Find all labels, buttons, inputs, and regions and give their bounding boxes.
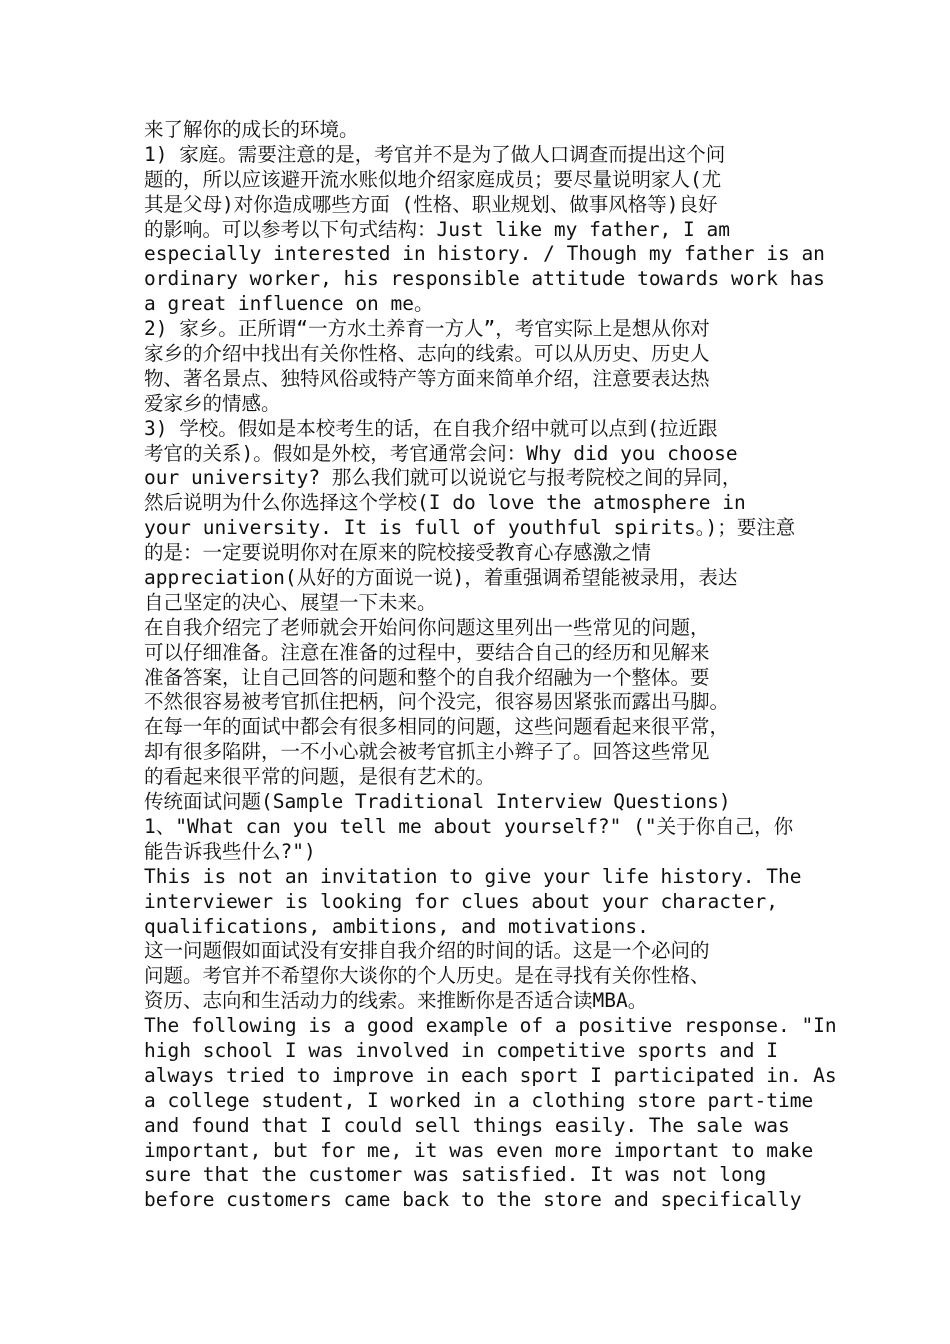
text-line: ordinary worker, his responsible attitude towards work has [144, 267, 825, 291]
text-line: 题的，所以应该避开流水账似地介绍家庭成员；要尽量说明家人(尤 [144, 167, 722, 191]
text-line: 可以仔细准备。注意在准备的过程中，要结合自己的经历和见解来 [144, 640, 710, 664]
text-line: qualifications, ambitions, and motivations. [144, 914, 649, 938]
text-line: your university. It is full of youthful spirits。)；要注意 [144, 516, 796, 540]
text-line: 1) 家庭。需要注意的是，考官并不是为了做人口调查而提出这个问 [144, 142, 726, 166]
text-line: 能告诉我些什么?") [144, 839, 316, 863]
text-line: 这一问题假如面试没有安排自我介绍的时间的话。这是一个必问的 [144, 939, 710, 963]
text-line: 来了解你的成长的环境。 [144, 118, 359, 141]
text-line: 问题。考官并不希望你大谈你的个人历史。是在寻找有关你性格、 [144, 964, 710, 988]
text-line: 物、著名景点、独特风俗或特产等方面来简单介绍，注意要表达热 [144, 366, 710, 390]
text-line: always tried to improve in each sport I participated in. As [144, 1063, 837, 1087]
text-line: a great influence on me。 [144, 292, 434, 316]
text-line: 2) 家乡。正所谓“一方水土养育一方人”，考官实际上是想从你对 [144, 317, 710, 341]
text-line: 的影响。可以参考以下句式结构：Just like my father, I am [144, 217, 730, 241]
text-line: 然后说明为什么你选择这个学校(I do love the atmosphere in [144, 491, 746, 515]
text-line: 在每一年的面试中都会有很多相同的问题，这些问题看起来很平常， [144, 715, 730, 739]
text-line: 家乡的介绍中找出有关你性格、志向的线索。可以从历史、历史人 [144, 342, 710, 366]
text-line: 传统面试问题(Sample Traditional Interview Questions) [144, 790, 731, 814]
text-line: sure that the customer was satisfied. It was not long [144, 1163, 767, 1187]
text-line: 在自我介绍完了老师就会开始问你问题这里列出一些常见的问题， [144, 615, 710, 639]
text-line: before customers came back to the store and specifically [144, 1188, 802, 1212]
text-line: and found that I could sell things easily. The sale was [144, 1113, 790, 1137]
text-line: 资历、志向和生活动力的线索。来推断你是否适合读MBA。 [144, 989, 648, 1013]
text-line: our university? 那么我们就可以说说它与报考院校之间的异同， [144, 466, 742, 490]
text-line: 却有很多陷阱，一不小心就会被考官抓主小辫子了。回答这些常见 [144, 740, 710, 764]
text-line: The following is a good example of a positive response. "In [144, 1014, 837, 1038]
text-line: 其是父母)对你造成哪些方面 (性格、职业规划、做事风格等)良好 [144, 192, 718, 216]
text-line: a college student, I worked in a clothing store part-time [144, 1088, 814, 1112]
text-line: This is not an invitation to give your life history. The [144, 864, 802, 888]
text-line: appreciation(从好的方面说一说)，着重强调希望能被录用，表达 [144, 566, 738, 590]
text-line: 考官的关系)。假如是外校，考官通常会问：Why did you choose [144, 441, 738, 465]
text-line: especially interested in history. / Though my father is an [144, 242, 825, 266]
text-line: 自己坚定的决心、展望一下未来。 [144, 590, 437, 614]
text-line: 3) 学校。假如是本校考生的话，在自我介绍中就可以点到(拉近跟 [144, 416, 718, 440]
text-line: 1、"What can you tell me about yourself?" ("关于你自己，你 [144, 814, 794, 838]
text-line: important, but for me, it was even more important to make [144, 1138, 814, 1162]
text-line: 的看起来很平常的问题，是很有艺术的。 [144, 765, 496, 789]
text-line: 准备答案，让自己回答的问题和整个的自我介绍融为一个整体。要 [144, 665, 710, 689]
document-body [144, 118, 837, 1213]
text-line: interviewer is looking for clues about your character, [144, 889, 778, 913]
text-line: high school I was involved in competitive sports and I [144, 1038, 778, 1062]
text-line: 不然很容易被考官抓住把柄，问个没完，很容易因紧张而露出马脚。 [144, 690, 730, 714]
text-line: 爱家乡的情感。 [144, 391, 281, 415]
text-line: 的是：一定要说明你对在原来的院校接受教育心存感激之情 [144, 541, 652, 565]
